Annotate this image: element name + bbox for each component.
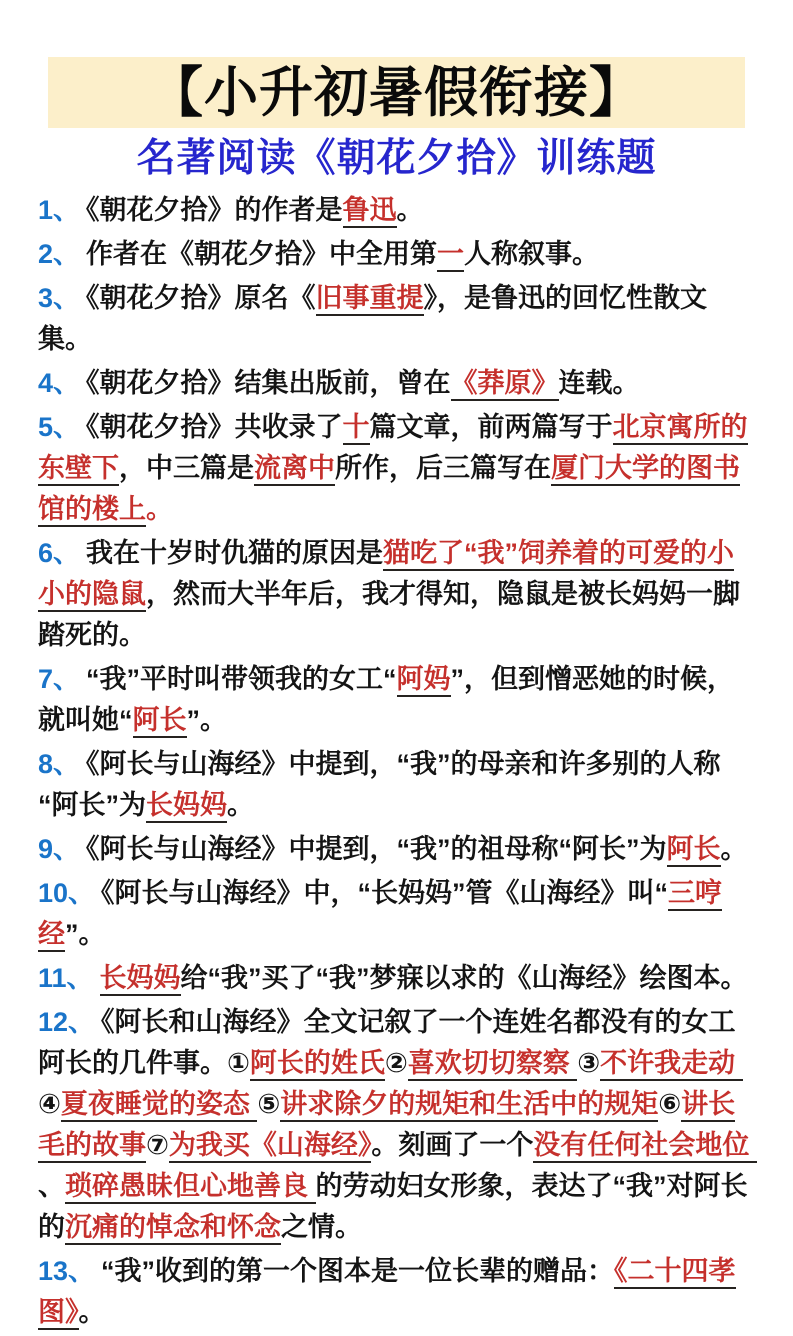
question-text: 。刻画了一个 [371, 1130, 534, 1160]
question-number: 3、 [38, 283, 81, 313]
answer-text: 一 [437, 239, 464, 272]
question-number: 8、 [38, 749, 81, 779]
page-title: 【小升初暑假衔接】 [149, 62, 644, 123]
question-text: ”，但到憎恶她的时候，就叫她“ [38, 664, 735, 735]
question-list [0, 186, 793, 1336]
question-item [38, 958, 755, 999]
question-number: 13、 [38, 1256, 96, 1286]
answer-text: 不许我走动 [600, 1048, 743, 1081]
question-text: 给“我”买了“我”梦寐以求的《山海经》绘图本。 [180, 963, 748, 993]
question-number: 2、 [38, 239, 81, 269]
question-number: 10、 [38, 878, 96, 908]
question-text: ③ [577, 1048, 601, 1078]
question-item [38, 190, 755, 231]
question-text: 。 [227, 790, 254, 820]
answer-text: 阿长 [667, 834, 721, 867]
answer-text: 长妈妈 [100, 963, 181, 996]
answer-text: 阿长 [133, 705, 187, 738]
answer-text: 鲁迅 [343, 195, 397, 228]
question-text: ，然而大半年后，我才得知，隐鼠是被长妈妈一脚踏死的。 [38, 579, 740, 650]
answer-text: 《二十四孝图》 [38, 1256, 736, 1330]
answer-text: 《莽原》 [451, 368, 559, 401]
answer-text: 讲求除夕的规矩和生活中的规矩 [280, 1089, 658, 1122]
question-text: 作者在《朝花夕拾》中全用第 [86, 239, 438, 269]
question-text: ⑦ [146, 1130, 169, 1160]
answer-text: 三哼经 [38, 878, 722, 952]
question-text: 《阿长与山海经》中，“长妈妈”管《山海经》叫“ [101, 878, 669, 908]
answer-text-no-underline: 。 [146, 494, 173, 524]
question-text: ”。 [186, 705, 227, 735]
question-text: 《朝花夕拾》原名《 [86, 283, 316, 313]
question-text: 之情。 [281, 1212, 362, 1242]
answer-text: 十 [343, 412, 370, 445]
question-text: 所作，后三篇写在 [335, 453, 551, 483]
question-item [38, 873, 755, 955]
question-text: 。 [396, 195, 424, 225]
question-text: 人称叙事。 [464, 239, 600, 269]
question-item [38, 829, 755, 870]
question-text: 我在十岁时仇猫的原因是 [86, 538, 384, 568]
question-item [38, 744, 755, 826]
question-text: 《朝花夕拾》结集出版前，曾在 [86, 368, 451, 398]
answer-text: 夏夜睡觉的姿态 [61, 1089, 258, 1122]
question-item [38, 234, 755, 275]
question-text: 篇文章，前两篇写于 [369, 412, 613, 442]
question-item [38, 533, 755, 656]
question-item [38, 1251, 755, 1333]
question-text: 《朝花夕拾》共收录了 [86, 412, 343, 442]
title-banner [48, 57, 745, 128]
question-text: 连载。 [558, 368, 640, 398]
question-text: “我”平时叫带领我的女工“ [86, 664, 397, 694]
question-text: ⑤ [257, 1089, 281, 1119]
answer-text: 流离中 [254, 453, 335, 486]
question-text: ④ [38, 1089, 61, 1119]
question-text: 《阿长与山海经》中提到，“我”的母亲和许多别的人称“阿长”为 [38, 749, 721, 820]
answer-text: 旧事重提 [316, 283, 424, 316]
question-item [38, 407, 755, 530]
question-number: 7、 [38, 664, 81, 694]
answer-text: 沉痛的悼念和怀念 [65, 1212, 281, 1245]
answer-text: 长妈妈 [146, 790, 227, 823]
answer-text: 猫吃了“我”饲养着的可爱的小小的隐鼠 [38, 538, 734, 612]
question-text: ⑥ [658, 1089, 682, 1119]
question-number: 11、 [38, 963, 94, 993]
question-item [38, 363, 755, 404]
question-text: ”。 [65, 919, 106, 949]
answer-text: 阿妈 [397, 664, 451, 697]
question-text: 。 [720, 834, 748, 864]
question-number: 5、 [38, 412, 81, 442]
question-number: 9、 [38, 834, 81, 864]
answer-text: 阿长的姓氏 [250, 1048, 385, 1081]
answer-text: 北京寓所的东壁下 [38, 412, 748, 486]
page-subtitle: 名著阅读《朝花夕拾》训练题 [136, 137, 657, 180]
answer-text: 厦门大学的图书馆的楼上 [38, 453, 740, 527]
question-text: 》，是鲁迅的回忆性散文集。 [38, 283, 708, 354]
question-text: “我”收到的第一个图本是一位长辈的赠品： [101, 1256, 615, 1286]
question-text: 的劳动妇女形象，表达了“我”对阿长的 [38, 1171, 748, 1242]
question-number: 1、 [38, 195, 81, 225]
question-text: ，中三篇是 [119, 453, 254, 483]
question-text: 。 [78, 1297, 106, 1327]
answer-text: 讲长毛的故事 [38, 1089, 735, 1163]
question-text: 、 [38, 1171, 65, 1201]
question-number: 6、 [38, 538, 81, 568]
question-text: 《阿长与山海经》中提到，“我”的祖母称“阿长”为 [86, 834, 667, 864]
question-item [38, 659, 755, 741]
answer-text: 喜欢切切察察 [408, 1048, 578, 1081]
answer-text: 没有任何社会地位 [533, 1130, 757, 1163]
question-text: ② [384, 1048, 408, 1078]
question-item [38, 278, 755, 360]
answer-text: 为我买《山海经》 [169, 1130, 372, 1163]
question-item [38, 1002, 755, 1248]
question-text: 《朝花夕拾》的作者是 [86, 195, 343, 225]
question-text: 《阿长和山海经》全文记叙了一个连姓名都没有的女工阿长的几件事。① [38, 1007, 736, 1078]
question-number: 4、 [38, 368, 81, 398]
answer-text: 琐碎愚昧但心地善良 [65, 1171, 316, 1204]
question-number: 12、 [38, 1007, 96, 1037]
